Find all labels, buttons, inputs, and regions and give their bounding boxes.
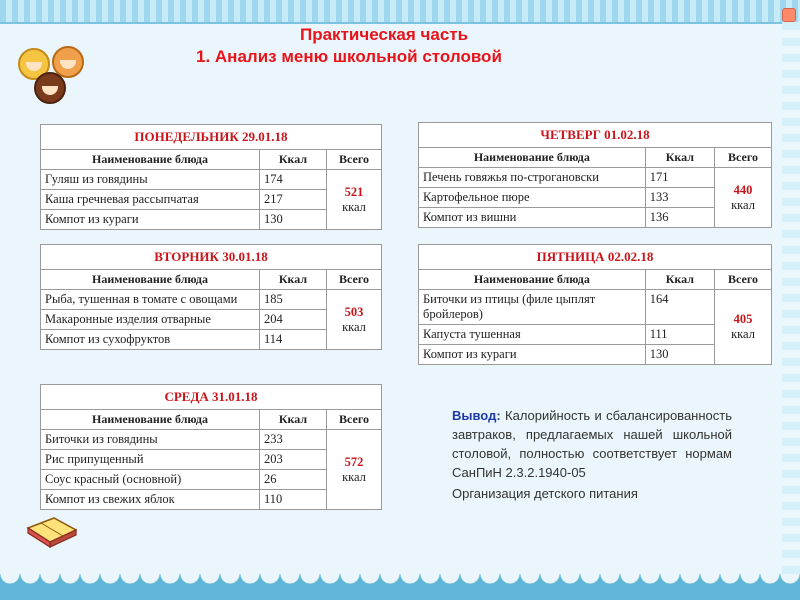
day-total [327, 170, 382, 230]
total-unit: ккал [731, 197, 755, 212]
dish-kcal: 26 [260, 470, 327, 490]
day-total [715, 168, 772, 228]
dish-kcal: 185 [260, 290, 327, 310]
book-icon [24, 514, 80, 550]
menu-table-monday [40, 124, 382, 230]
col-name: Наименование блюда [419, 148, 646, 168]
col-kcal: Ккал [645, 270, 714, 290]
dish-kcal: 114 [260, 330, 327, 350]
title-line-1: Практическая часть [300, 25, 469, 44]
dish-kcal: 130 [645, 345, 714, 365]
dish-kcal: 233 [260, 430, 327, 450]
menu-table-thursday [418, 122, 772, 228]
total-unit: ккал [731, 327, 755, 341]
col-total: Всего [327, 270, 382, 290]
dish-kcal: 130 [260, 210, 327, 230]
col-name: Наименование блюда [41, 410, 260, 430]
menu-table-friday [418, 244, 772, 365]
total-value: 503 [344, 304, 364, 319]
day-title: ПОНЕДЕЛЬНИК 29.01.18 [41, 125, 382, 150]
table-row [419, 290, 772, 325]
day-total [715, 290, 772, 365]
col-kcal: Ккал [645, 148, 714, 168]
dish-name: Биточки из птицы (филе цыплят бройлеров) [419, 290, 646, 325]
conclusion-label: Вывод: [452, 408, 501, 423]
menu-table-tuesday [40, 244, 382, 350]
col-total: Всего [715, 270, 772, 290]
day-title: СРЕДА 31.01.18 [41, 385, 382, 410]
title-line-2: 1. Анализ меню школьной столовой [196, 47, 502, 66]
dish-name: Капуста тушенная [419, 325, 646, 345]
dish-name: Гуляш из говядины [41, 170, 260, 190]
dish-kcal: 174 [260, 170, 327, 190]
col-total: Всего [327, 150, 382, 170]
day-title: ВТОРНИК 30.01.18 [41, 245, 382, 270]
total-value: 405 [733, 312, 753, 326]
total-value: 440 [733, 182, 753, 197]
top-border [0, 0, 800, 24]
col-kcal: Ккал [260, 270, 327, 290]
dish-kcal: 203 [260, 450, 327, 470]
table-row [41, 290, 382, 310]
col-kcal: Ккал [260, 150, 327, 170]
total-value: 521 [344, 184, 364, 199]
table-row [41, 430, 382, 450]
menu-table-wednesday [40, 384, 382, 510]
dish-kcal: 164 [645, 290, 714, 325]
dish-kcal: 110 [260, 490, 327, 510]
dish-kcal: 217 [260, 190, 327, 210]
col-kcal: Ккал [260, 410, 327, 430]
total-value: 572 [344, 454, 364, 469]
dish-kcal: 111 [645, 325, 714, 345]
dish-name: Соус красный (основной) [41, 470, 260, 490]
conclusion-block [452, 406, 732, 503]
dish-name: Биточки из говядины [41, 430, 260, 450]
dish-kcal: 136 [645, 208, 714, 228]
slide-title [0, 24, 800, 68]
dish-name: Рыба, тушенная в томате с овощами [41, 290, 260, 310]
total-unit: ккал [342, 469, 366, 484]
conclusion-text: Калорийность и сбалансированность завтраков, предлагаемых нашей школьной столовой, полностью соответствует нормам СанПиН 2.3.2.1940-05 [452, 408, 732, 480]
dish-kcal: 171 [645, 168, 714, 188]
col-name: Наименование блюда [419, 270, 646, 290]
scroll-button-icon[interactable] [782, 8, 796, 22]
dish-name: Компот из кураги [41, 210, 260, 230]
day-title: ПЯТНИЦА 02.02.18 [419, 245, 772, 270]
total-unit: ккал [342, 319, 366, 334]
dish-name: Рис припущенный [41, 450, 260, 470]
day-title: ЧЕТВЕРГ 01.02.18 [419, 123, 772, 148]
col-name: Наименование блюда [41, 270, 260, 290]
conclusion-org: Организация детского питания [452, 486, 638, 501]
bottom-wave-border [0, 574, 800, 600]
col-name: Наименование блюда [41, 150, 260, 170]
dish-name: Печень говяжья по-строгановски [419, 168, 646, 188]
right-strip [782, 22, 800, 574]
col-total: Всего [327, 410, 382, 430]
day-total [327, 430, 382, 510]
day-total [327, 290, 382, 350]
dish-kcal: 133 [645, 188, 714, 208]
dish-name: Макаронные изделия отварные [41, 310, 260, 330]
dish-name: Компот из вишни [419, 208, 646, 228]
dish-name: Компот из свежих яблок [41, 490, 260, 510]
dish-name: Каша гречневая рассыпчатая [41, 190, 260, 210]
dish-name: Компот из сухофруктов [41, 330, 260, 350]
dish-name: Компот из кураги [419, 345, 646, 365]
col-total: Всего [715, 148, 772, 168]
dish-kcal: 204 [260, 310, 327, 330]
table-row [41, 170, 382, 190]
dish-name: Картофельное пюре [419, 188, 646, 208]
child-face-icon [34, 72, 66, 104]
table-row [419, 168, 772, 188]
total-unit: ккал [342, 199, 366, 214]
